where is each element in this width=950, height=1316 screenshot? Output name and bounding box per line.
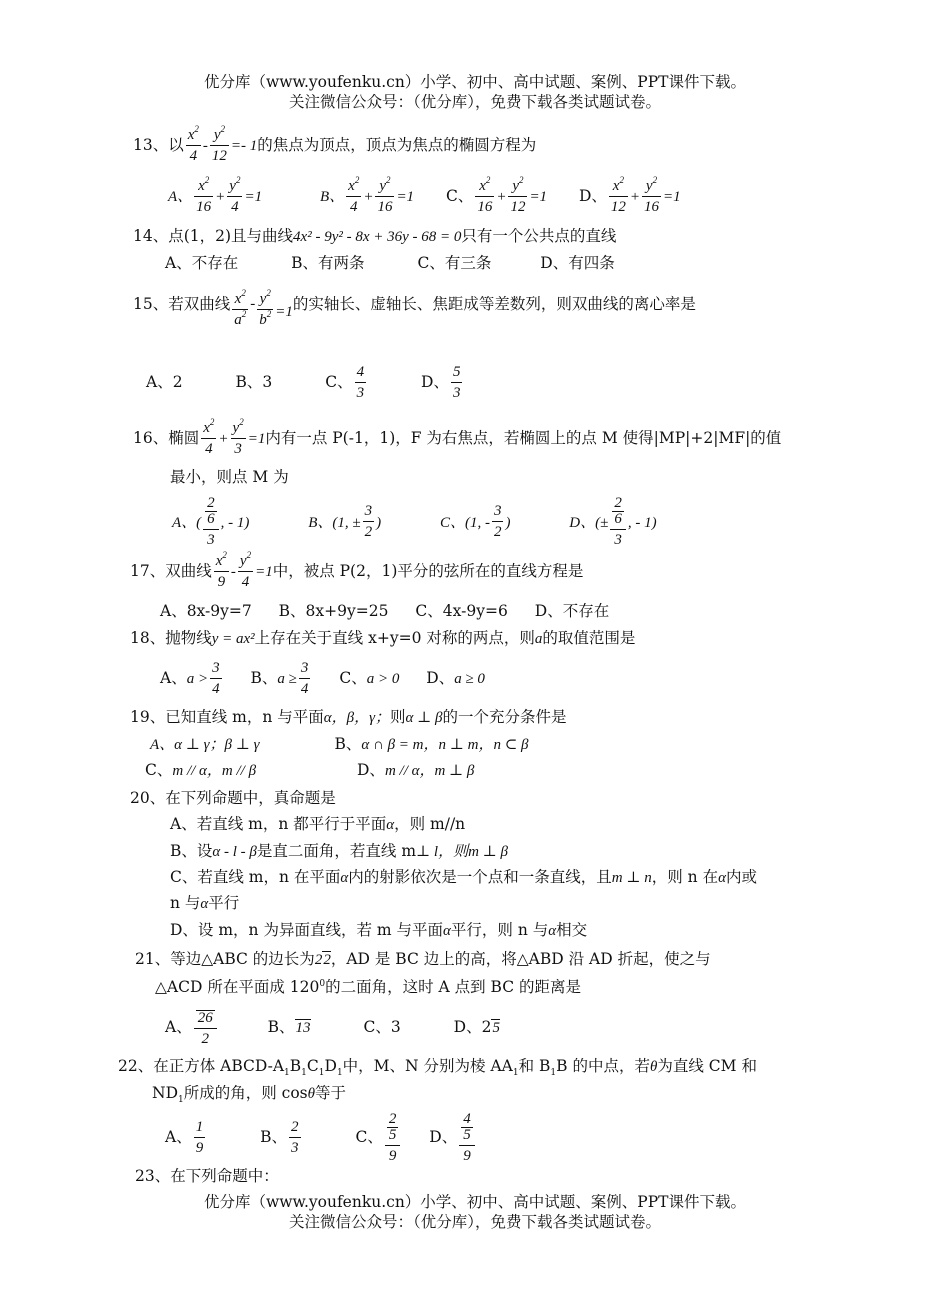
q22-option-d: D、 4 5 9 (429, 1128, 476, 1146)
q15-prefix: 15、若双曲线 (133, 295, 231, 313)
q19-cond: α ⊥ β (405, 710, 443, 726)
q18-var: a (534, 631, 543, 647)
q13-option-d: D、 $\frac{x^2}{12}$ + $\frac{y^2}{16}$ =1 (578, 175, 681, 215)
q20-option-c: C、若直线 m，n 在平面α内的射影依次是一个点和一条直线，且m ⊥ n，则 n 在α内或 (170, 868, 757, 886)
q17-suffix: 中，被点 P(2，1)平分的弦所在的直线方程是 (272, 562, 584, 580)
q16-line-2: 最小，则点 M 为 (170, 468, 289, 486)
q15-option-a: A、2 (146, 373, 183, 391)
q18-option-a: A、a > $\frac{3}{4}$ (160, 660, 220, 697)
q13-frac-x: $\frac{x^2}{4}$ (187, 124, 199, 164)
q16-option-a: A、( 2 6 3 , - 1) (172, 495, 250, 548)
header-line-2: 关注微信公众号：（优分库），免费下载各类试题试卷。 (288, 93, 661, 111)
q21-option-c: C、3 (363, 1018, 401, 1036)
q22-options (165, 1112, 477, 1164)
q18-options (160, 656, 485, 701)
q20-option-b: B、设α - l - β是直二面角，若直线 m⊥ l，则m ⊥ β (170, 842, 508, 860)
q17-option-c: C、4x-9y=6 (415, 602, 508, 620)
q15-option-d: D、 $\frac{5}{3}$ (421, 364, 461, 401)
q15-frac-x: $\frac{x^2}{a^2}$ (234, 288, 247, 328)
q15-suffix: 的实轴长、虚轴长、焦距成等差数列，则双曲线的离心率是 (292, 295, 696, 313)
q15-options (146, 362, 464, 402)
question-21-line-2: △ACD 所在平面成 $120^0$的二面角，这时 A 点到 BC 的距离是 (155, 978, 582, 996)
q13-rhs: =- 1 (230, 138, 258, 154)
q16-option-b: B、(1, ± $\frac{3}{2}$ ) (308, 503, 382, 540)
q19-prefix: 19、已知直线 m，n 与平面 (130, 708, 324, 726)
q18-option-c: C、a > 0 (339, 669, 400, 687)
q22-option-c: C、 2 5 9 (355, 1128, 402, 1146)
footer-line-1: 优分库（www.youfenku.cn）小学、初中、高中试题、案例、PPT课件下载。 (203, 1193, 747, 1211)
question-13: 13、以 $\frac{x^2}{4}$ - $\frac{y^2}{12}$ =- 1的焦点为顶点，顶点为焦点的椭圆方程为 (133, 124, 537, 164)
q15-option-b: B、3 (235, 373, 273, 391)
question-14 (133, 226, 616, 247)
q14-option-a: A、不存在 (165, 254, 239, 272)
q17-option-d: D、不存在 (534, 602, 610, 620)
q16-options (172, 496, 657, 548)
q21-options (165, 1005, 500, 1050)
q17-frac-y: $\frac{y^2}{4}$ (239, 550, 252, 590)
q14-equation: 4x² - 9y² - 8x + 36y - 68 = 0 (293, 229, 462, 245)
q21-option-a: A、 $\frac{26}{2}$ (165, 1018, 219, 1036)
q19-option-a: A、α ⊥ γ；β ⊥ γ (150, 737, 260, 753)
question-16: 16、椭圆 $\frac{x^2}{4}$ + $\frac{y^2}{3}$ =1内有一点 P(-1，1)，F 为右焦点，若椭圆上的点 M 使得|MP|+2|MF|的值 (133, 417, 782, 457)
q13-prefix: 13、以 (133, 136, 184, 154)
q20-option-c-line-2: n 与α平行 (170, 894, 240, 912)
q14-prefix: 14、点(1，2)且与曲线 (133, 227, 294, 245)
header-line-1: 优分库（www.youfenku.cn）小学、初中、高中试题、案例、PPT课件下载。 (203, 73, 747, 91)
question-18 (130, 628, 635, 649)
question-19 (130, 707, 567, 728)
q21-option-b: B、13 (267, 1018, 311, 1036)
footer-line-2: 关注微信公众号：（优分库），免费下载各类试题试卷。 (288, 1213, 661, 1231)
q21-option-d: D、25 (453, 1018, 500, 1036)
q17-option-a: A、8x-9y=7 (160, 602, 252, 620)
q13-option-c: C、 $\frac{x^2}{16}$ + $\frac{y^2}{12}$ =1 (445, 175, 548, 215)
q17-prefix: 17、双曲线 (130, 562, 212, 580)
q19-option-b: B、α ∩ β = m，n ⊥ m，n ⊂ β (334, 735, 529, 753)
question-20: 20、在下列命题中，真命题是 (130, 789, 336, 807)
q14-option-b: B、有两条 (291, 254, 365, 272)
q18-middle: 上存在关于直线 x+y=0 对称的两点，则 (254, 629, 535, 647)
q16-suffix: 内有一点 P(-1，1)，F 为右焦点，若椭圆上的点 M 使得|MP|+2|MF|的值 (265, 429, 782, 447)
q19-options-row-1 (150, 734, 529, 755)
q15-option-c: C、 $\frac{4}{3}$ (325, 364, 365, 401)
q20-option-a: A、若直线 m，n 都平行于平面α，则 m//n (170, 815, 466, 833)
q22-option-a: A、 $\frac{1}{9}$ (165, 1119, 204, 1156)
q15-frac-y: $\frac{y^2}{b^2}$ (259, 288, 272, 328)
q18-prefix: 18、抛物线 (130, 629, 212, 647)
q19-option-d: D、m // α，m ⊥ β (357, 761, 475, 779)
question-21: 21、等边△ABC 的边长为22，AD 是 BC 边上的高，将△ABD 沿 AD 折起，使之与 (135, 950, 711, 968)
q16-frac-y: $\frac{y^2}{3}$ (232, 417, 244, 457)
q14-suffix: 只有一个公共点的直线 (461, 227, 617, 245)
question-17: 17、双曲线 $\frac{x^2}{9}$ - $\frac{y^2}{4}$ =1中，被点 P(2，1)平分的弦所在的直线方程是 (130, 550, 584, 590)
q18-option-d: D、a ≥ 0 (426, 669, 485, 687)
q18-equation: y = ax² (211, 631, 255, 647)
q17-options (160, 601, 609, 621)
q17-option-b: B、8x+9y=25 (278, 602, 389, 620)
q16-frac-x: $\frac{x^2}{4}$ (203, 417, 215, 457)
q19-middle: 则 (390, 708, 406, 726)
q18-option-b: B、a ≥ $\frac{3}{4}$ (250, 660, 309, 697)
q16-option-d: D、(± 2 6 3 , - 1) (569, 495, 657, 548)
q19-planes: α，β，γ； (323, 710, 391, 726)
question-23: 23、在下列命题中： (135, 1167, 279, 1185)
question-15: 15、若双曲线 $\frac{x^2}{a^2}$ - $\frac{y^2}{b^2}$ =1的实轴长、虚轴长、焦距成等差数列，则双曲线的离心率是 (133, 288, 696, 328)
q14-option-c: C、有三条 (417, 254, 492, 272)
q21-side: 22 (314, 952, 331, 968)
q13-options (168, 176, 681, 217)
q18-suffix: 的取值范围是 (542, 629, 636, 647)
q17-frac-x: $\frac{x^2}{9}$ (215, 550, 227, 590)
q19-options-row-2 (145, 760, 474, 781)
q22-option-b: B、 $\frac{2}{3}$ (260, 1119, 299, 1156)
question-22-line-2: $ND_1$所成的角，则 cosθ等于 (152, 1084, 347, 1106)
q16-option-c: C、(1, - $\frac{3}{2}$ ) (439, 503, 511, 540)
q13-option-a: A、 $\frac{x^2}{16}$ + $\frac{y^2}{4}$ =1 (168, 175, 263, 215)
q16-prefix: 16、椭圆 (133, 429, 200, 447)
q13-suffix: 的焦点为顶点，顶点为焦点的椭圆方程为 (257, 136, 537, 154)
q13-option-b: B、 $\frac{x^2}{4}$ + $\frac{y^2}{16}$ =1 (319, 175, 415, 215)
question-22: 22、在正方体 ABCD-$A_1B_1C_1D_1$中，M、N 分别为棱 $AA_1$和 $B_1B$ 的中点，若θ为直线 CM 和 (118, 1057, 757, 1079)
q14-options (165, 253, 615, 273)
q13-frac-y: $\frac{y^2}{12}$ (211, 124, 227, 164)
q19-suffix: 的一个充分条件是 (442, 708, 567, 726)
q14-option-d: D、有四条 (540, 254, 615, 272)
q19-option-c: C、m // α，m // β (145, 761, 257, 779)
q20-option-d: D、设 m，n 为异面直线，若 m 与平面α平行，则 n 与α相交 (170, 921, 588, 939)
